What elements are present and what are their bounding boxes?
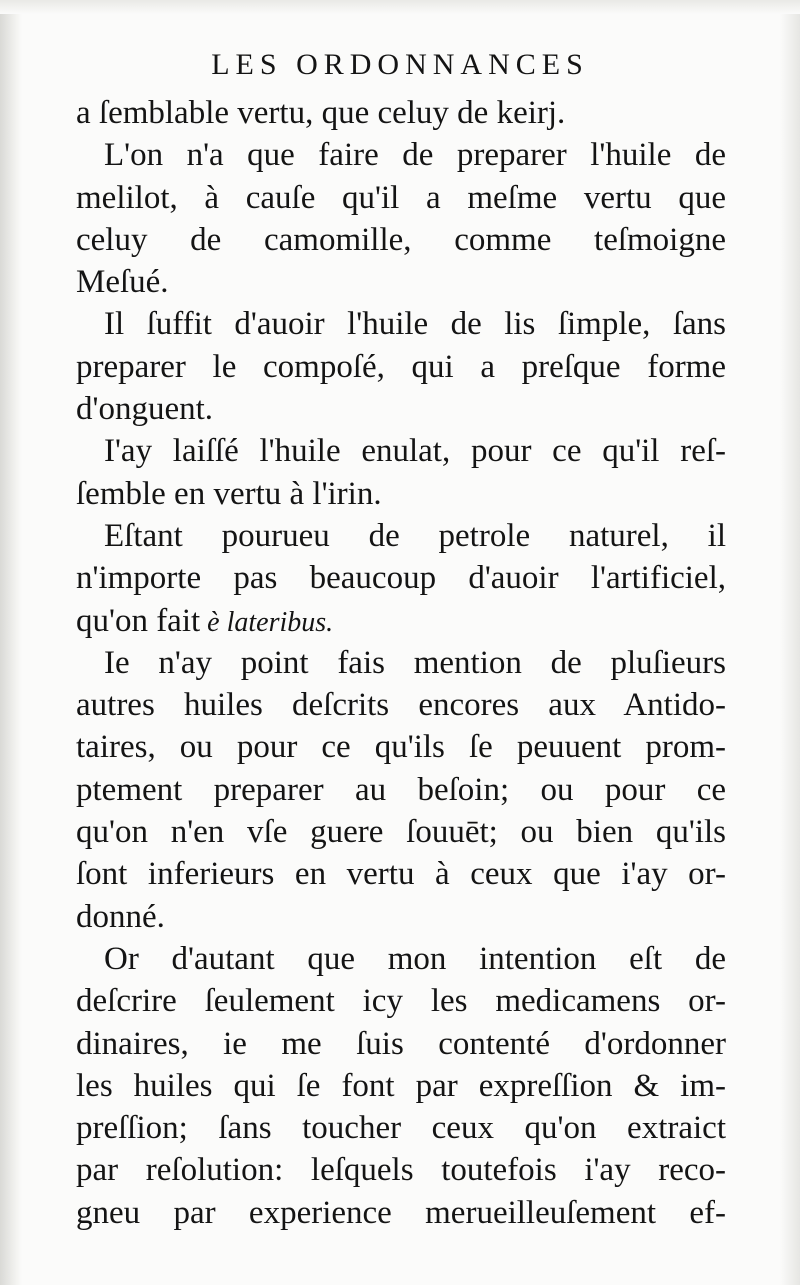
text-line-content: ſont inferieurs en vertu à ceux que i'ay or- [76, 856, 726, 893]
text-line [76, 600, 726, 642]
text-line [76, 726, 726, 768]
text-line-content: Ie n'ay point fais mention de pluſieurs [104, 644, 726, 681]
text-line [76, 92, 726, 134]
text-line-content: gneu par experience merueilleuſement ef- [76, 1194, 726, 1231]
text-line-content: donné. [76, 898, 165, 935]
text-line-content: d'onguent. [76, 391, 214, 428]
text-line-content: deſcrire ſeulement icy les medicamens or- [76, 983, 726, 1020]
text-line [76, 1107, 726, 1149]
text-line-content: ſemble en vertu à l'irin. [76, 475, 382, 512]
text-line-content: taires, ou pour ce qu'ils ſe peuuent prom- [76, 729, 726, 766]
text-line-content: autres huiles deſcrits encores aux Antido- [76, 687, 726, 724]
text-line [76, 642, 726, 684]
text-line [76, 557, 726, 599]
text-line [76, 811, 726, 853]
text-line-content: Il ſuffit d'auoir l'huile de lis ſimple, ſans [104, 306, 726, 343]
text-line-content: Eſtant pourueu de petrole naturel, il [104, 517, 726, 554]
text-line-content: celuy de camomille, comme teſmoigne [76, 221, 726, 258]
page-top-shadow [0, 0, 800, 14]
text-line [76, 938, 726, 980]
text-line [76, 388, 726, 430]
text-line-content: les huiles qui ſe font par expreſſion & im- [76, 1067, 726, 1104]
text-line-content: qu'on n'en vſe guere ſouuēt; ou bien qu'ils [76, 814, 726, 851]
text-line [76, 219, 726, 261]
text-line [76, 896, 726, 938]
text-line [76, 261, 726, 303]
text-line [76, 853, 726, 895]
text-line-content: ptement preparer au beſoin; ou pour ce [76, 771, 726, 808]
text-line [76, 980, 726, 1022]
text-line [76, 1023, 726, 1065]
text-line-content: dinaires, ie me ſuis contenté d'ordonner [76, 1025, 726, 1062]
text-line [76, 684, 726, 726]
text-line-content: par reſolution: leſquels toutefois i'ay reco- [76, 1152, 726, 1189]
text-line-content: Meſué. [76, 264, 169, 301]
text-line [76, 346, 726, 388]
text-line-content: a ſemblable vertu, que celuy de keirj. [76, 95, 566, 131]
text-line [76, 769, 726, 811]
text-line-content: preſſion; ſans toucher ceux qu'on extraict [76, 1110, 726, 1147]
text-line [76, 1192, 726, 1234]
text-line [76, 177, 726, 219]
text-line-content: melilot, à cauſe qu'il a meſme vertu que [76, 179, 726, 216]
text-line-content: preparer le compoſé, qui a preſque forme [76, 348, 726, 385]
body-text [76, 92, 726, 1234]
text-line [76, 1149, 726, 1191]
text-line [76, 303, 726, 345]
page-edge-shadow [780, 0, 800, 1285]
text-line [76, 134, 726, 176]
text-line-content: qu'on fait [76, 602, 201, 639]
text-line [76, 1065, 726, 1107]
text-line-content: Or d'autant que mon intention eſt de [104, 940, 726, 977]
text-line-content: I'ay laiſſé l'huile enulat, pour ce qu'il reſ- [104, 433, 726, 470]
text-line [76, 430, 726, 472]
text-line-content: n'importe pas beaucoup d'auoir l'artificiel, [76, 560, 726, 597]
page-gutter-shadow [0, 0, 22, 1285]
italic-phrase: è lateribus. [200, 606, 334, 638]
text-line-content: L'on n'a que faire de preparer l'huile de [104, 137, 726, 174]
text-line [76, 515, 726, 557]
running-head: LES ORDONNANCES [211, 48, 589, 81]
text-line [76, 473, 726, 515]
